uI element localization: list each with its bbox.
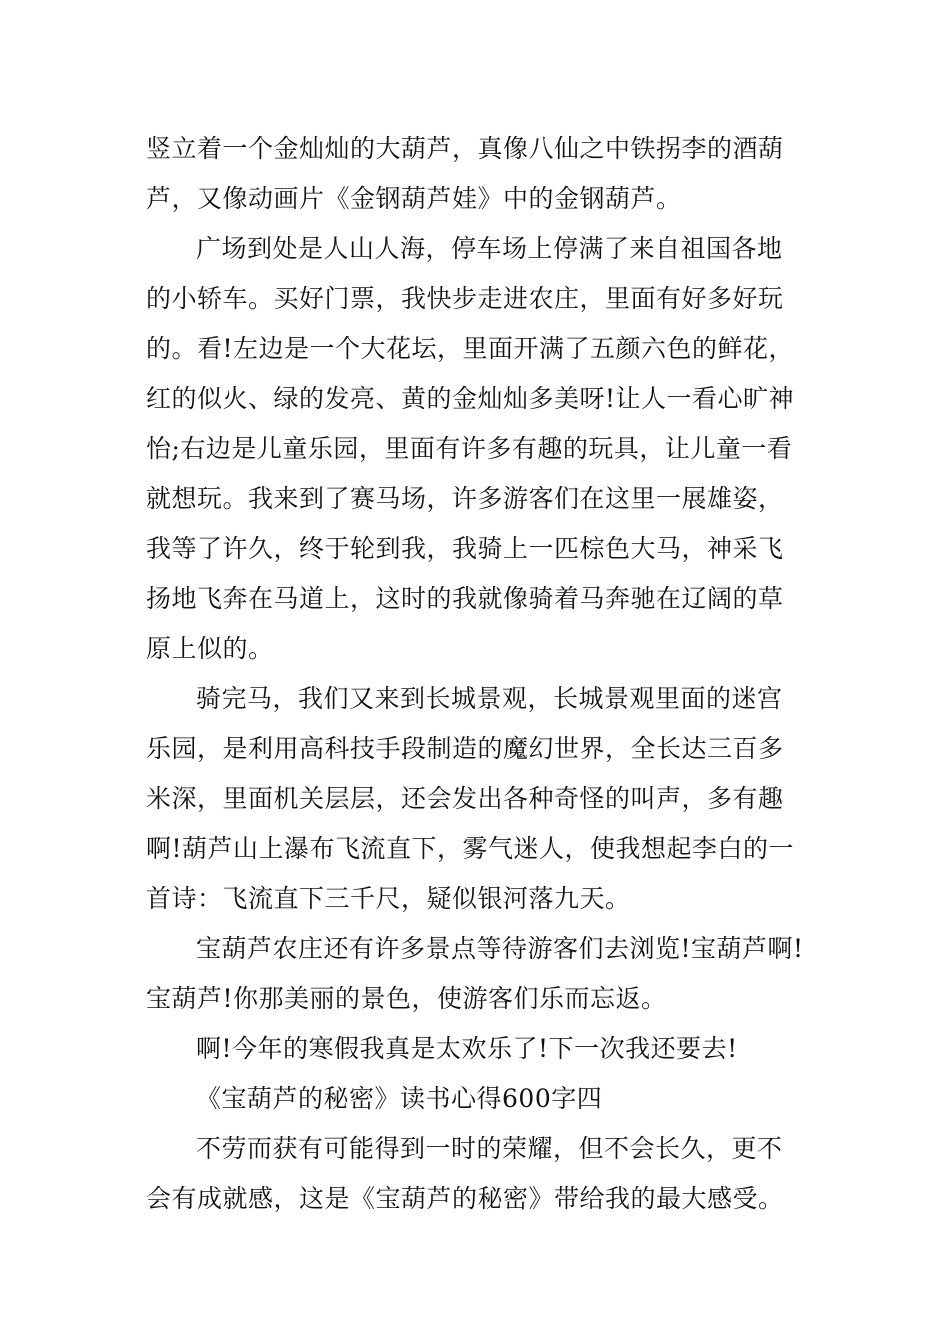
- text-line: 红的似火、绿的发亮、黄的金灿灿多美呀!让人一看心旷神: [146, 384, 795, 413]
- paragraph-start-line: 广场到处是人山人海，停车场上停满了来自祖国各地: [196, 234, 783, 263]
- text-line: 就想玩。我来到了赛马场，许多游客们在这里一展雄姿，: [146, 484, 784, 513]
- body-text: [146, 124, 816, 1224]
- section-heading: 《宝葫芦的秘密》读书心得600字四: [196, 1084, 603, 1113]
- text-line: 会有成就感，这是《宝葫芦的秘密》带给我的最大感受。: [146, 1184, 784, 1213]
- paragraph-start-line: 宝葫芦农庄还有许多景点等待游客们去浏览!宝葫芦啊!: [196, 934, 804, 963]
- text-line: 米深，里面机关层层，还会发出各种奇怪的叫声，多有趣: [146, 784, 784, 813]
- text-line: 啊!葫芦山上瀑布飞流直下，雾气迷人，使我想起李白的一: [146, 834, 795, 863]
- text-line: 宝葫芦!你那美丽的景色，使游客们乐而忘返。: [146, 984, 667, 1013]
- text-line: 的小轿车。买好门票，我快步走进农庄，里面有好多好玩: [146, 284, 784, 313]
- text-line: 的。看!左边是一个大花坛，里面开满了五颜六色的鲜花，: [146, 334, 795, 363]
- paragraph-start-line: 啊!今年的寒假我真是太欢乐了!下一次我还要去!: [196, 1034, 738, 1063]
- text-line: 怡;右边是儿童乐园，里面有许多有趣的玩具，让儿童一看: [146, 434, 793, 463]
- paragraph-start-line: 骑完马，我们又来到长城景观，长城景观里面的迷宫: [196, 684, 783, 713]
- text-line: 扬地飞奔在马道上，这时的我就像骑着马奔驰在辽阔的草: [146, 584, 784, 613]
- text-line: 竖立着一个金灿灿的大葫芦，真像八仙之中铁拐李的酒葫: [146, 134, 784, 163]
- text-line: 原上似的。: [146, 634, 274, 663]
- text-line: 首诗：飞流直下三千尺，疑似银河落九天。: [146, 884, 631, 913]
- text-line: 芦，又像动画片《金钢葫芦娃》中的金钢葫芦。: [146, 184, 682, 213]
- paragraph-start-line: 不劳而获有可能得到一时的荣耀，但不会长久，更不: [196, 1134, 783, 1163]
- text-line: 乐园，是利用高科技手段制造的魔幻世界，全长达三百多: [146, 734, 784, 763]
- text-line: 我等了许久，终于轮到我，我骑上一匹棕色大马，神采飞: [146, 534, 784, 563]
